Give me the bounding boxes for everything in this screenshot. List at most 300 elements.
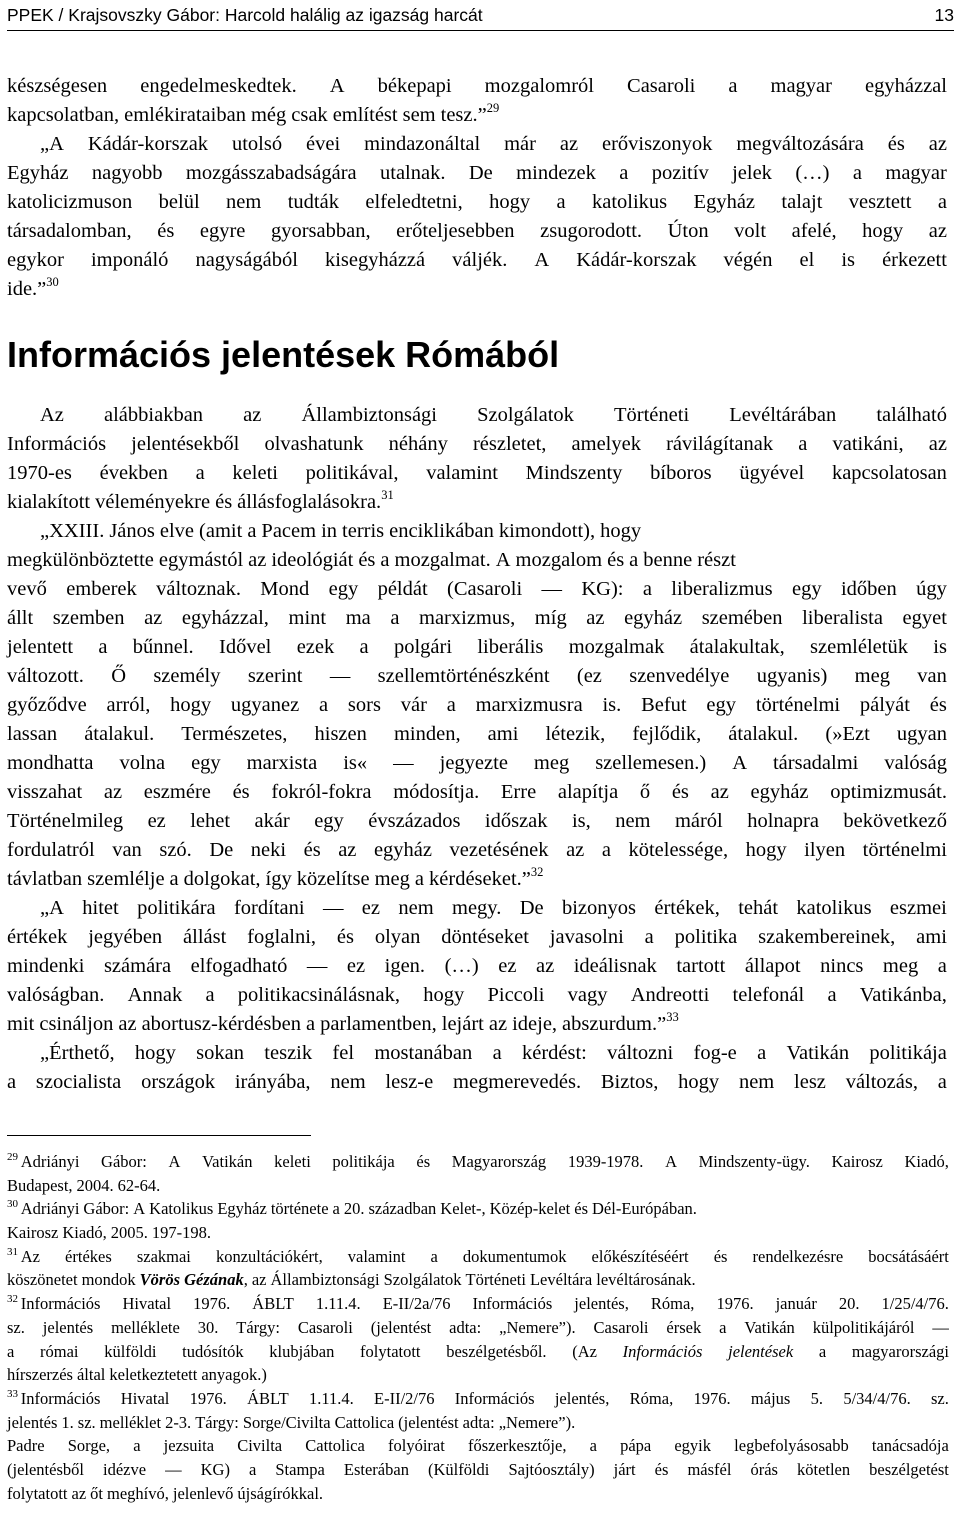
- word: lejárt: [441, 1013, 484, 1035]
- word: egy: [328, 578, 359, 600]
- word: katolikus: [796, 897, 872, 919]
- word: 62-64.: [117, 1175, 161, 1195]
- word: az: [251, 1270, 267, 1290]
- word: Befut: [641, 694, 687, 716]
- word: a: [619, 162, 629, 184]
- word: a: [414, 868, 425, 890]
- word: fokról-fokra: [271, 781, 372, 803]
- word: ez: [498, 955, 517, 977]
- word: Casaroli: [297, 1317, 353, 1337]
- word: Hivatal: [122, 1294, 172, 1314]
- word: igen.: [384, 955, 426, 977]
- word: optimizmusát.: [830, 781, 947, 803]
- word: változás,: [845, 1071, 918, 1093]
- word: szemben: [52, 607, 125, 629]
- word: Esterában: [343, 1459, 409, 1479]
- word: módosítja.: [393, 781, 480, 803]
- word: E-II/2/76: [374, 1388, 435, 1408]
- word: kialakított: [7, 491, 91, 513]
- word: „Érthető,: [40, 1042, 115, 1064]
- word: javasolni: [549, 926, 624, 948]
- word: marxista: [246, 752, 318, 774]
- word: közelítse: [296, 868, 370, 890]
- word: vesztett: [848, 191, 912, 213]
- word: „XXIII.: [40, 520, 105, 542]
- word: hogy: [678, 1071, 720, 1093]
- word: konzultációkért,: [215, 1246, 323, 1266]
- word: (Az: [572, 1341, 597, 1361]
- word: egykor: [7, 249, 64, 271]
- word: lehet: [190, 810, 231, 832]
- word: készségesen: [7, 75, 108, 97]
- footnote-line: [7, 1197, 949, 1221]
- emphasized-name: Vörös Gézának: [139, 1270, 244, 1290]
- word: jelentés,: [574, 1294, 629, 1314]
- footnote-ref: 30: [46, 275, 59, 289]
- word: hogy: [600, 520, 642, 542]
- word: végén: [723, 249, 773, 271]
- word: időben: [840, 578, 897, 600]
- word: Piccoli: [487, 984, 545, 1006]
- word: emlékirataiban: [124, 104, 246, 126]
- word: jelentés: [42, 1317, 94, 1337]
- word: Magyarország: [451, 1152, 547, 1171]
- word: az: [928, 133, 947, 155]
- text-line: [7, 923, 947, 952]
- word: ami: [916, 926, 947, 948]
- word: a: [249, 1459, 257, 1479]
- word: Vatikán: [744, 1317, 795, 1337]
- running-title: PPEK / Krajsovszky Gábor: Harcold halálig az igazság harcát: [7, 4, 483, 25]
- word: másfél: [687, 1459, 732, 1479]
- word: valamint: [426, 462, 498, 484]
- word: 1976.: [189, 1388, 227, 1408]
- word: sz.: [7, 1317, 25, 1337]
- text-line: [7, 604, 947, 633]
- word: a: [7, 1341, 15, 1361]
- word: is: [933, 636, 947, 658]
- word: egyház: [624, 607, 683, 629]
- word: Kairosz: [831, 1152, 883, 1171]
- word: parlamentben,: [320, 1013, 437, 1035]
- word: hitet: [82, 897, 119, 919]
- footnote-line: [7, 1316, 949, 1340]
- word: van: [917, 665, 947, 687]
- word: anyagok.): [201, 1365, 267, 1385]
- word: Dél-Európában.: [592, 1199, 697, 1219]
- word: Úton: [667, 220, 709, 242]
- word: KG):: [581, 578, 624, 600]
- word: teszik: [264, 1042, 313, 1064]
- page-number: 13: [934, 4, 954, 25]
- word: hogy: [862, 220, 904, 242]
- word: Történeti: [465, 1270, 526, 1290]
- text-line: [7, 488, 947, 517]
- word: szemléletük: [810, 636, 908, 658]
- text-line: [7, 1039, 947, 1068]
- word: (Külföldi: [427, 1459, 490, 1479]
- word: és: [303, 839, 321, 861]
- word: abszurdum.”$^{33}$: [562, 1010, 679, 1035]
- word: pályát: [859, 694, 910, 716]
- word: (jelentést: [398, 1412, 459, 1432]
- word: ideálisnak: [573, 955, 657, 977]
- word: köszönetet: [7, 1270, 78, 1290]
- word: Tárgy:: [195, 1412, 239, 1432]
- word: politikája: [332, 1152, 395, 1171]
- word: kimondott),: [498, 520, 596, 542]
- word: meg: [882, 955, 919, 977]
- word: az: [103, 781, 123, 803]
- text-line: [7, 1068, 947, 1097]
- word: jelentés: [7, 1412, 58, 1432]
- word: érkezett: [882, 249, 947, 271]
- word: jelenlevő: [172, 1483, 234, 1503]
- word: a: [305, 1013, 316, 1035]
- word: imponáló: [90, 249, 169, 271]
- word: mondok: [81, 1270, 136, 1290]
- word: átalakul.: [84, 723, 155, 745]
- text-line: [7, 952, 947, 981]
- word: értékek: [7, 926, 68, 948]
- word: sors: [347, 694, 381, 716]
- word: jezsuita: [163, 1436, 215, 1456]
- word: politikával,: [305, 462, 399, 484]
- footnote-line: [7, 1411, 949, 1435]
- word: a: [133, 1436, 141, 1456]
- word: is,: [571, 810, 591, 832]
- word: az: [71, 1483, 87, 1503]
- word: magyar: [770, 75, 832, 97]
- word: 1976.: [693, 1388, 731, 1408]
- word: Vatikán: [202, 1152, 253, 1171]
- word: Biztos,: [600, 1071, 659, 1093]
- word: (jelentésből: [7, 1459, 84, 1479]
- word: május: [750, 1388, 791, 1408]
- word: benne: [643, 549, 693, 571]
- word: ő: [639, 781, 651, 803]
- word: emberek: [66, 578, 137, 600]
- word: a: [247, 520, 257, 542]
- word: (»Ezt: [825, 723, 870, 745]
- word: zsugorodott.: [540, 220, 643, 242]
- word: fog-e: [693, 1042, 737, 1064]
- word: és: [654, 1459, 669, 1479]
- word: a: [359, 636, 369, 658]
- word: adta:: [462, 1412, 495, 1432]
- word: egyház: [750, 781, 809, 803]
- word: mondhatta: [7, 752, 94, 774]
- word: az: [928, 433, 947, 455]
- word: vagy: [567, 984, 608, 1006]
- word: Levéltárában: [729, 404, 837, 426]
- text-line: [7, 72, 947, 101]
- word: hiszen: [314, 723, 367, 745]
- word: a: [728, 75, 738, 97]
- word: személy: [153, 665, 221, 687]
- word: részt: [697, 549, 736, 571]
- word: értékek,: [654, 897, 720, 919]
- word: Egyház: [693, 191, 756, 213]
- footnote-number: 31: [7, 1245, 21, 1258]
- word: külföldi: [104, 1341, 157, 1361]
- word: 20.: [343, 1199, 365, 1219]
- word: elfeledtetni,: [365, 191, 463, 213]
- word: beszélgetésből.: [446, 1341, 547, 1361]
- word: folytatott: [7, 1483, 68, 1503]
- word: Kelet-,: [440, 1199, 486, 1219]
- word: akár: [254, 810, 290, 832]
- word: telefonál: [732, 984, 805, 1006]
- word: dokumentumok: [462, 1246, 567, 1266]
- word: az: [118, 1013, 137, 1035]
- word: egyház: [373, 839, 432, 861]
- word: Történelmileg: [7, 810, 124, 832]
- word: Róma,: [629, 1388, 674, 1408]
- word: (ez: [576, 665, 602, 687]
- word: afelé,: [791, 220, 837, 242]
- word: mozgalmak: [568, 636, 665, 658]
- word: hogy: [745, 839, 787, 861]
- word: klubjában: [269, 1341, 335, 1361]
- word: eszmei: [889, 897, 947, 919]
- footnote-ref: 32: [530, 865, 544, 879]
- word: volna: [119, 752, 166, 774]
- word: A: [168, 1152, 181, 1171]
- word: újságírókkal.: [237, 1483, 324, 1503]
- word: szellemesen.): [595, 752, 707, 774]
- word: állást: [183, 926, 227, 948]
- word: ezek: [296, 636, 335, 658]
- word: véleményekre: [95, 491, 211, 513]
- word: marxizmusra: [475, 694, 583, 716]
- word: egyházzal,: [181, 607, 269, 629]
- word: 30.: [197, 1317, 219, 1337]
- word: Sorge/Civilta: [242, 1412, 331, 1432]
- word: egy: [791, 578, 822, 600]
- word: míg: [534, 607, 567, 629]
- word: mozgalmat.: [394, 549, 491, 571]
- word: és: [887, 133, 905, 155]
- word: létezik,: [545, 723, 606, 745]
- word: megkülönböztette: [7, 549, 154, 571]
- word: csak: [291, 104, 328, 126]
- word: és: [416, 1152, 431, 1171]
- word: mozgalomról: [484, 75, 594, 97]
- word: Szolgálatok: [477, 404, 574, 426]
- word: holnapra: [747, 810, 819, 832]
- word: Történeti: [614, 404, 690, 426]
- footnote-number: 29: [7, 1151, 21, 1163]
- word: Kairosz: [7, 1223, 59, 1243]
- word: békepapi: [377, 75, 452, 97]
- word: politikája: [869, 1042, 947, 1064]
- word: mostanában: [374, 1042, 473, 1064]
- word: szakmai: [136, 1246, 191, 1266]
- word: és: [215, 491, 233, 513]
- word: fel: [332, 1042, 355, 1064]
- word: in: [321, 520, 338, 542]
- footnote-number: 33: [7, 1387, 21, 1400]
- word: „Nemere”).: [498, 1412, 576, 1432]
- word: rendelkezésre: [752, 1246, 844, 1266]
- footnote-number: 32: [7, 1293, 21, 1306]
- word: ÁBLT: [247, 1388, 289, 1408]
- word: Casaroli: [593, 1317, 649, 1337]
- footnote-line: [7, 1340, 949, 1364]
- section-heading: Információs jelentések Rómából: [7, 334, 560, 375]
- word: Állambiztonsági: [301, 404, 437, 426]
- word: megy.: [452, 897, 502, 919]
- word: a: [195, 462, 205, 484]
- word: A: [665, 1152, 677, 1171]
- word: mozgalom: [515, 549, 603, 571]
- word: hogy: [489, 191, 531, 213]
- word: által: [76, 1365, 106, 1385]
- word: is: [841, 249, 856, 271]
- word: fordulatról: [7, 839, 95, 861]
- word: az: [586, 607, 605, 629]
- text-line: [7, 275, 947, 304]
- word: időszak: [484, 810, 548, 832]
- word: ugyanez: [230, 694, 300, 716]
- word: tartott: [676, 955, 726, 977]
- word: Vatikán: [786, 1042, 850, 1064]
- word: nem: [330, 1071, 366, 1093]
- word: egyre: [199, 220, 246, 242]
- text-line: [7, 575, 947, 604]
- word: fejlődik,: [632, 723, 702, 745]
- word: a: [7, 1071, 17, 1093]
- word: E-II/2a/76: [382, 1294, 451, 1314]
- word: olvashatunk: [264, 433, 364, 455]
- word: beszélgetést: [869, 1459, 949, 1479]
- text-line: [7, 246, 947, 275]
- word: —: [932, 1317, 949, 1337]
- word: a: [601, 839, 611, 861]
- word: A: [495, 549, 511, 571]
- word: gyorsabban,: [270, 220, 371, 242]
- word: Ő: [111, 665, 126, 687]
- word: politikára: [137, 897, 216, 919]
- word: Annak: [127, 984, 183, 1006]
- word: az: [559, 133, 579, 155]
- word: egy: [314, 810, 344, 832]
- word: nincs: [820, 955, 864, 977]
- word: van: [112, 839, 142, 861]
- word: ez: [361, 897, 380, 919]
- word: jelentésekből: [131, 433, 240, 455]
- word: és: [929, 694, 947, 716]
- word: A: [329, 75, 345, 97]
- word: 1.: [61, 1412, 74, 1432]
- word: talajt: [781, 191, 823, 213]
- word: A: [534, 249, 550, 271]
- word: szemében: [701, 607, 783, 629]
- word: a: [492, 1042, 502, 1064]
- text-line: [7, 401, 947, 430]
- word: visszahat: [7, 781, 83, 803]
- word: liberalista: [802, 607, 883, 629]
- word: és: [671, 781, 689, 803]
- word: is«: [343, 752, 368, 774]
- word: szó.: [159, 839, 192, 861]
- word: melléklet: [99, 1412, 162, 1432]
- text-line: [7, 981, 947, 1010]
- word: állt: [7, 607, 34, 629]
- word: pápa: [620, 1436, 652, 1456]
- word: Gábor:: [83, 1199, 130, 1219]
- word: Mindszenty: [525, 462, 623, 484]
- word: úgy: [916, 578, 947, 600]
- word: évei: [306, 133, 341, 155]
- text-line: [7, 865, 947, 894]
- word: évszázados: [368, 810, 461, 832]
- word: tudták: [287, 191, 339, 213]
- word: Információs: [472, 1294, 553, 1314]
- word: kérdéseket.”$^{32}$: [429, 865, 544, 890]
- text-line: [7, 217, 947, 246]
- text-line: [7, 459, 947, 488]
- word: Idővel: [219, 636, 272, 658]
- word: mindezek: [516, 162, 596, 184]
- word: politika: [674, 926, 738, 948]
- word: kapcsolatosan: [831, 462, 947, 484]
- word: kapcsolatban,: [7, 104, 120, 126]
- word: társadalomban,: [7, 220, 132, 242]
- word: Padre: [7, 1436, 45, 1456]
- word: bíboros: [650, 462, 712, 484]
- word: $^{30}$ Adriányi: [7, 1198, 80, 1219]
- word: és: [574, 1199, 589, 1219]
- word: Egyház: [217, 1199, 267, 1219]
- word: Sorge,: [67, 1436, 111, 1456]
- word: és: [157, 220, 175, 242]
- word: vezetésének: [449, 839, 549, 861]
- word: változott.: [7, 665, 84, 687]
- word: liberalizmus: [671, 578, 773, 600]
- footnote-ref: 29: [486, 101, 500, 115]
- word: Hivatal: [120, 1388, 170, 1408]
- word: szocialista: [35, 1071, 122, 1093]
- text-line: [7, 720, 947, 749]
- text-line: [7, 1010, 947, 1039]
- word: utalnak.: [380, 162, 446, 184]
- word: De: [519, 897, 544, 919]
- word: példát: [377, 578, 428, 600]
- word: változni: [607, 1042, 674, 1064]
- word: értékes: [65, 1246, 112, 1266]
- word: szellemtörténészként: [377, 665, 550, 687]
- word: a: [798, 433, 808, 455]
- word: amelyek: [571, 433, 641, 455]
- word: egyházzal: [865, 75, 947, 97]
- word: Kiadó,: [904, 1152, 949, 1171]
- word: (…): [795, 162, 830, 184]
- word: Levéltára: [529, 1270, 593, 1290]
- word: keleti: [274, 1152, 311, 1171]
- word: bocsátásáért: [868, 1246, 949, 1266]
- word: nagyobb: [91, 162, 163, 184]
- word: vár: [400, 694, 427, 716]
- word: 1976.: [193, 1294, 231, 1314]
- word: szemlélje: [87, 868, 165, 890]
- word: szerint: [247, 665, 303, 687]
- word: „A: [40, 897, 64, 919]
- text-line: [7, 691, 947, 720]
- word: a: [390, 607, 400, 629]
- word: folytatott: [360, 1341, 421, 1361]
